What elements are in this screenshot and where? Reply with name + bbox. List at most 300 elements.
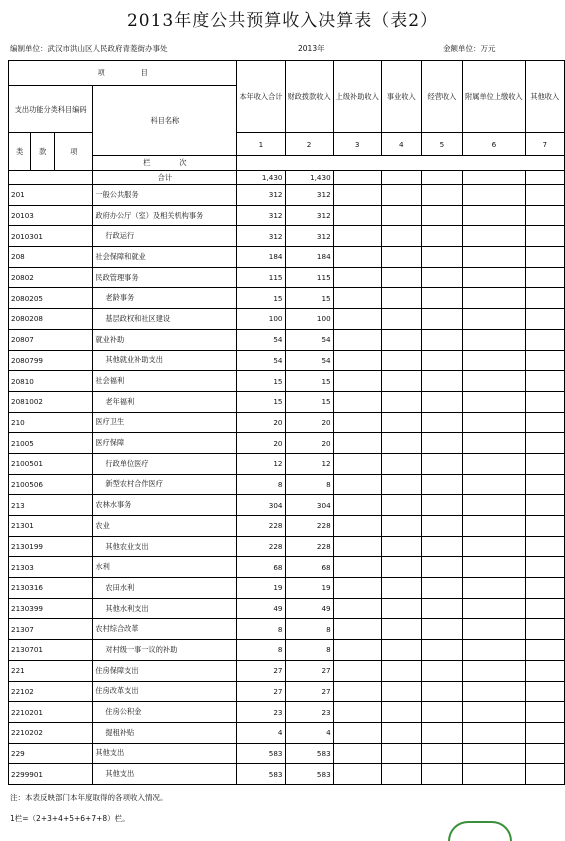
empty-cell — [525, 350, 564, 371]
empty-cell — [333, 619, 381, 640]
empty-cell — [525, 516, 564, 537]
table-row — [9, 495, 565, 516]
empty-cell — [333, 495, 381, 516]
row-c2: 27 — [285, 681, 333, 702]
empty-cell — [333, 598, 381, 619]
row-name: 老龄事务 — [93, 288, 237, 309]
empty-cell — [421, 412, 462, 433]
row-c1: 23 — [237, 702, 285, 723]
empty-cell — [381, 267, 421, 288]
row-code: 2130399 — [9, 598, 93, 619]
empty-cell — [421, 247, 462, 268]
empty-cell — [333, 557, 381, 578]
row-code: 2081002 — [9, 391, 93, 412]
col-header-1: 本年收入合计 — [237, 61, 285, 133]
empty-cell — [421, 722, 462, 743]
empty-cell — [421, 205, 462, 226]
empty-cell — [421, 536, 462, 557]
row-c1: 20 — [237, 412, 285, 433]
empty-cell — [463, 226, 526, 247]
total-label: 合计 — [93, 171, 237, 185]
empty-cell — [525, 247, 564, 268]
row-code: 20807 — [9, 329, 93, 350]
row-code: 2080799 — [9, 350, 93, 371]
row-code: 2130199 — [9, 536, 93, 557]
row-code: 2130316 — [9, 578, 93, 599]
empty-cell — [421, 391, 462, 412]
year-label: 2013年 — [298, 44, 325, 53]
col-header-6: 附属单位上缴收入 — [463, 61, 526, 133]
table-row — [9, 722, 565, 743]
row-c2: 583 — [285, 764, 333, 785]
row-code: 21005 — [9, 433, 93, 454]
table-row — [9, 288, 565, 309]
empty-cell — [381, 205, 421, 226]
empty-cell — [463, 557, 526, 578]
row-c1: 54 — [237, 350, 285, 371]
empty-cell — [421, 557, 462, 578]
row-name: 就业补助 — [93, 329, 237, 350]
row-c1: 228 — [237, 516, 285, 537]
table-row — [9, 350, 565, 371]
row-c1: 27 — [237, 660, 285, 681]
row-c2: 27 — [285, 660, 333, 681]
empty-cell — [525, 722, 564, 743]
empty-cell — [525, 185, 564, 206]
row-c2: 54 — [285, 329, 333, 350]
empty-cell — [463, 329, 526, 350]
empty-cell — [463, 743, 526, 764]
empty-cell — [333, 412, 381, 433]
empty-cell — [381, 764, 421, 785]
row-code: 22102 — [9, 681, 93, 702]
row-code: 20103 — [9, 205, 93, 226]
total-c1: 1,430 — [237, 171, 285, 185]
row-c1: 12 — [237, 453, 285, 474]
empty-cell — [525, 226, 564, 247]
empty-cell — [421, 619, 462, 640]
row-c2: 8 — [285, 474, 333, 495]
empty-cell — [525, 371, 564, 392]
table-row — [9, 743, 565, 764]
empty-cell — [381, 453, 421, 474]
empty-cell — [381, 722, 421, 743]
empty-cell — [525, 391, 564, 412]
empty-cell — [381, 350, 421, 371]
xiangmu-header: 项 目 — [9, 61, 237, 86]
table-row — [9, 681, 565, 702]
empty-cell — [421, 743, 462, 764]
empty-cell — [463, 185, 526, 206]
empty-cell — [463, 516, 526, 537]
col-header-2: 财政拨款收入 — [285, 61, 333, 133]
empty-cell — [381, 288, 421, 309]
table-row — [9, 371, 565, 392]
empty-cell — [333, 371, 381, 392]
row-c2: 15 — [285, 288, 333, 309]
row-c1: 54 — [237, 329, 285, 350]
col-number-2: 2 — [285, 133, 333, 156]
empty-cell — [463, 598, 526, 619]
row-name: 住房保障支出 — [93, 660, 237, 681]
row-code: 20802 — [9, 267, 93, 288]
table-row — [9, 185, 565, 206]
row-name: 其他支出 — [93, 764, 237, 785]
row-c1: 100 — [237, 309, 285, 330]
row-name: 农村综合改革 — [93, 619, 237, 640]
unit-label: 编制单位：武汉市洪山区人民政府青菱街办事处 — [10, 44, 168, 53]
row-code: 208 — [9, 247, 93, 268]
empty-cell — [381, 660, 421, 681]
row-code: 21301 — [9, 516, 93, 537]
row-c2: 23 — [285, 702, 333, 723]
table-row — [9, 516, 565, 537]
empty-cell — [333, 329, 381, 350]
empty-cell — [463, 453, 526, 474]
col-number-4: 4 — [381, 133, 421, 156]
empty-cell — [381, 495, 421, 516]
empty-cell — [463, 371, 526, 392]
empty-cell — [381, 171, 421, 185]
empty-cell — [463, 619, 526, 640]
xiang-header: 项 — [55, 133, 93, 171]
row-name: 住房改革支出 — [93, 681, 237, 702]
empty-cell — [421, 598, 462, 619]
table-row — [9, 702, 565, 723]
row-c1: 20 — [237, 433, 285, 454]
col-header-4: 事业收入 — [381, 61, 421, 133]
row-c1: 15 — [237, 288, 285, 309]
empty-cell — [421, 288, 462, 309]
empty-cell — [421, 495, 462, 516]
empty-cell — [525, 205, 564, 226]
empty-cell — [333, 433, 381, 454]
empty-cell — [381, 578, 421, 599]
empty-cell — [421, 681, 462, 702]
lanci-label: 栏 次 — [93, 156, 237, 171]
empty-cell — [421, 640, 462, 661]
empty-cell — [333, 516, 381, 537]
empty-cell — [421, 453, 462, 474]
table-row — [9, 412, 565, 433]
table-row — [9, 619, 565, 640]
name-header: 科目名称 — [93, 86, 237, 156]
row-name: 对村级一事一议的补助 — [93, 640, 237, 661]
row-code: 210 — [9, 412, 93, 433]
empty-cell — [525, 474, 564, 495]
empty-cell — [381, 371, 421, 392]
empty-cell — [421, 764, 462, 785]
empty-cell — [463, 640, 526, 661]
empty-cell — [333, 350, 381, 371]
row-c2: 228 — [285, 536, 333, 557]
empty-cell — [525, 412, 564, 433]
row-code: 2100506 — [9, 474, 93, 495]
row-c2: 4 — [285, 722, 333, 743]
empty-cell — [421, 433, 462, 454]
empty-cell — [381, 681, 421, 702]
empty-cell — [421, 371, 462, 392]
row-c1: 583 — [237, 764, 285, 785]
table-row — [9, 474, 565, 495]
empty-cell — [463, 764, 526, 785]
row-c2: 19 — [285, 578, 333, 599]
empty-cell — [525, 288, 564, 309]
empty-cell — [333, 640, 381, 661]
col-header-7: 其他收入 — [525, 61, 564, 133]
empty-cell — [463, 171, 526, 185]
empty-cell — [463, 536, 526, 557]
empty-cell — [421, 516, 462, 537]
row-name: 其他水利支出 — [93, 598, 237, 619]
row-c1: 4 — [237, 722, 285, 743]
table-row — [9, 309, 565, 330]
empty-cell — [421, 309, 462, 330]
empty-cell — [463, 350, 526, 371]
empty-cell — [381, 702, 421, 723]
row-code: 201 — [9, 185, 93, 206]
empty-cell — [333, 205, 381, 226]
empty-cell — [421, 578, 462, 599]
empty-cell — [421, 660, 462, 681]
row-c1: 8 — [237, 474, 285, 495]
empty-cell — [525, 619, 564, 640]
row-code: 229 — [9, 743, 93, 764]
total-c2: 1,430 — [285, 171, 333, 185]
empty-cell — [525, 453, 564, 474]
empty-cell — [421, 171, 462, 185]
empty-cell — [421, 226, 462, 247]
empty-cell — [333, 536, 381, 557]
row-name: 水利 — [93, 557, 237, 578]
row-c2: 20 — [285, 433, 333, 454]
note-1: 注：本表反映部门本年度取得的各项收入情况。 — [10, 793, 168, 802]
col-header-3: 上级补助收入 — [333, 61, 381, 133]
empty-cell — [333, 702, 381, 723]
row-c1: 19 — [237, 578, 285, 599]
row-name: 农田水利 — [93, 578, 237, 599]
col-number-6: 6 — [463, 133, 526, 156]
page-title: 2013年度公共预算收入决算表（表2） — [126, 11, 439, 31]
lanci-empty — [237, 156, 565, 171]
table-row — [9, 536, 565, 557]
empty-cell — [421, 702, 462, 723]
empty-cell — [381, 516, 421, 537]
empty-cell — [463, 205, 526, 226]
table-row — [9, 226, 565, 247]
table-row — [9, 267, 565, 288]
empty-cell — [421, 267, 462, 288]
row-code: 2299901 — [9, 764, 93, 785]
row-name: 提租补贴 — [93, 722, 237, 743]
empty-cell — [525, 743, 564, 764]
empty-cell — [421, 350, 462, 371]
row-code: 2210201 — [9, 702, 93, 723]
row-c2: 304 — [285, 495, 333, 516]
empty-cell — [525, 557, 564, 578]
table-row — [9, 578, 565, 599]
code-header: 支出功能分类科目编码 — [9, 86, 93, 133]
empty-cell — [333, 309, 381, 330]
empty-cell — [463, 267, 526, 288]
col-number-7: 7 — [525, 133, 564, 156]
row-c2: 68 — [285, 557, 333, 578]
empty-cell — [333, 722, 381, 743]
empty-cell — [333, 171, 381, 185]
empty-cell — [333, 474, 381, 495]
total-code-cell — [9, 171, 93, 185]
row-c2: 54 — [285, 350, 333, 371]
empty-cell — [333, 453, 381, 474]
row-name: 其他农业支出 — [93, 536, 237, 557]
row-c2: 49 — [285, 598, 333, 619]
empty-cell — [381, 391, 421, 412]
row-c1: 8 — [237, 640, 285, 661]
table-row — [9, 660, 565, 681]
empty-cell — [463, 433, 526, 454]
row-c2: 8 — [285, 640, 333, 661]
kuan-header: 款 — [31, 133, 55, 171]
empty-cell — [463, 288, 526, 309]
row-c2: 100 — [285, 309, 333, 330]
seal-emblem — [448, 821, 512, 841]
empty-cell — [421, 474, 462, 495]
empty-cell — [381, 247, 421, 268]
row-code: 2080208 — [9, 309, 93, 330]
empty-cell — [333, 226, 381, 247]
row-code: 2080205 — [9, 288, 93, 309]
row-code: 21307 — [9, 619, 93, 640]
empty-cell — [381, 640, 421, 661]
row-name: 其他支出 — [93, 743, 237, 764]
table-row — [9, 453, 565, 474]
row-c2: 12 — [285, 453, 333, 474]
row-c2: 15 — [285, 371, 333, 392]
empty-cell — [463, 495, 526, 516]
empty-cell — [463, 660, 526, 681]
empty-cell — [525, 267, 564, 288]
row-c2: 312 — [285, 226, 333, 247]
table-row — [9, 640, 565, 661]
note-2: 1栏=（2+3+4+5+6+7+8）栏。 — [10, 814, 130, 823]
empty-cell — [381, 309, 421, 330]
row-name: 其他就业补助支出 — [93, 350, 237, 371]
empty-cell — [381, 536, 421, 557]
row-c1: 68 — [237, 557, 285, 578]
col-number-1: 1 — [237, 133, 285, 156]
col-number-3: 3 — [333, 133, 381, 156]
table-row — [9, 557, 565, 578]
empty-cell — [525, 309, 564, 330]
empty-cell — [333, 247, 381, 268]
row-c2: 20 — [285, 412, 333, 433]
empty-cell — [525, 681, 564, 702]
row-c1: 184 — [237, 247, 285, 268]
row-code: 2010301 — [9, 226, 93, 247]
empty-cell — [333, 578, 381, 599]
empty-cell — [333, 681, 381, 702]
empty-cell — [463, 412, 526, 433]
row-name: 农业 — [93, 516, 237, 537]
empty-cell — [463, 309, 526, 330]
col-header-5: 经营收入 — [421, 61, 462, 133]
row-c1: 15 — [237, 371, 285, 392]
row-code: 213 — [9, 495, 93, 516]
empty-cell — [381, 743, 421, 764]
table-row — [9, 764, 565, 785]
row-c1: 312 — [237, 205, 285, 226]
row-c1: 8 — [237, 619, 285, 640]
row-name: 政府办公厅（室）及相关机构事务 — [93, 205, 237, 226]
row-code: 20810 — [9, 371, 93, 392]
row-c2: 228 — [285, 516, 333, 537]
row-code: 221 — [9, 660, 93, 681]
budget-table — [8, 60, 565, 785]
empty-cell — [463, 474, 526, 495]
empty-cell — [333, 288, 381, 309]
table-row — [9, 598, 565, 619]
empty-cell — [525, 764, 564, 785]
row-c2: 312 — [285, 185, 333, 206]
empty-cell — [333, 660, 381, 681]
row-c1: 304 — [237, 495, 285, 516]
col-number-5: 5 — [421, 133, 462, 156]
empty-cell — [525, 433, 564, 454]
row-c1: 15 — [237, 391, 285, 412]
row-c2: 15 — [285, 391, 333, 412]
empty-cell — [525, 702, 564, 723]
table-row — [9, 433, 565, 454]
row-name: 医疗保障 — [93, 433, 237, 454]
row-name: 行政单位医疗 — [93, 453, 237, 474]
row-name: 老年福利 — [93, 391, 237, 412]
row-c2: 312 — [285, 205, 333, 226]
empty-cell — [381, 412, 421, 433]
empty-cell — [525, 660, 564, 681]
row-c1: 312 — [237, 185, 285, 206]
empty-cell — [381, 329, 421, 350]
empty-cell — [381, 598, 421, 619]
empty-cell — [525, 640, 564, 661]
table-row — [9, 205, 565, 226]
empty-cell — [525, 598, 564, 619]
empty-cell — [381, 474, 421, 495]
empty-cell — [525, 495, 564, 516]
total-row — [9, 171, 565, 185]
table-row — [9, 247, 565, 268]
empty-cell — [463, 722, 526, 743]
row-c1: 228 — [237, 536, 285, 557]
empty-cell — [333, 743, 381, 764]
row-c1: 27 — [237, 681, 285, 702]
row-c2: 115 — [285, 267, 333, 288]
empty-cell — [463, 681, 526, 702]
row-name: 住房公积金 — [93, 702, 237, 723]
row-name: 医疗卫生 — [93, 412, 237, 433]
empty-cell — [463, 578, 526, 599]
empty-cell — [333, 391, 381, 412]
row-name: 一般公共服务 — [93, 185, 237, 206]
empty-cell — [381, 433, 421, 454]
row-code: 21303 — [9, 557, 93, 578]
empty-cell — [463, 391, 526, 412]
empty-cell — [463, 247, 526, 268]
row-code: 2130701 — [9, 640, 93, 661]
empty-cell — [381, 557, 421, 578]
row-c2: 583 — [285, 743, 333, 764]
empty-cell — [421, 329, 462, 350]
row-name: 民政管理事务 — [93, 267, 237, 288]
